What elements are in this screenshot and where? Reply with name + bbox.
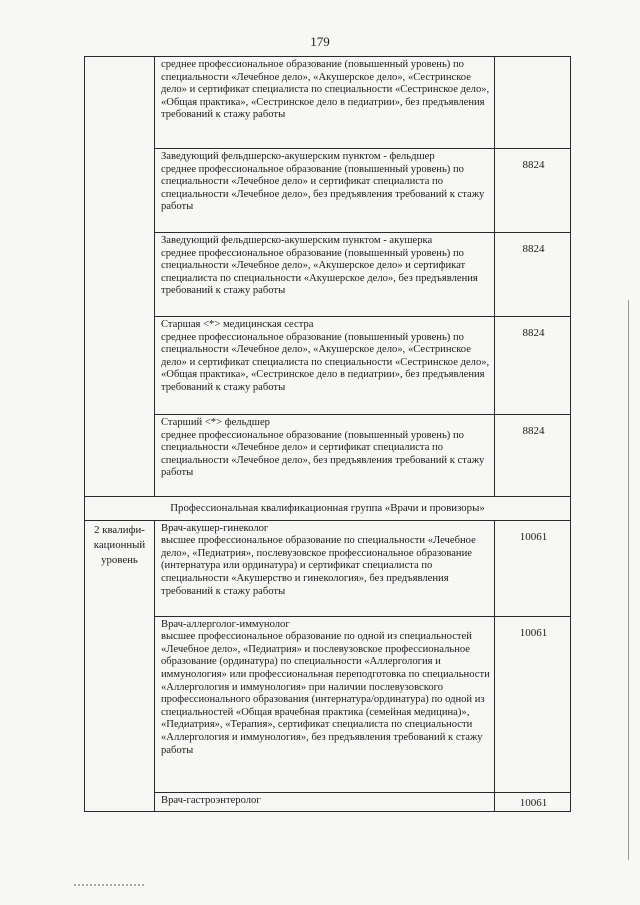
- salary-cell: 8824: [495, 317, 571, 415]
- salary-cell: 8824: [495, 233, 571, 317]
- table-row: [85, 415, 571, 497]
- salary-cell: [495, 57, 571, 149]
- qualification-level: [85, 520, 155, 812]
- position-title: Заведующий фельдшерско-акушерским пунктом - фельдшер: [161, 151, 435, 162]
- position-requirements: среднее профессиональное образование (повышенный уровень) по специальности «Лечебное дело» и сертификат специалиста по специальности «Лечебное дело», без предъявления требований к стажу работы: [161, 163, 485, 213]
- salary-cell: 8824: [495, 149, 571, 233]
- qualification-table: [84, 56, 571, 812]
- position-title: Врач-гастроэнтеролог: [161, 794, 261, 806]
- position-requirements: высшее профессиональное образование по одной из специальностей «Лечебное дело», «Педиатрия» и послевузовское профессиональное образование (ординатура) по специальности «Аллергология и иммунология» или профессиональная переподготовка по специальности «Аллергология и иммунология» при наличии послевузовского профессионального образования (интернатура/ординатура) по одной из специальностей «Общая врачебная практика (семейная медицина)», «Педиатрия», «Терапия», сертификат специалиста по специальности «Аллергология и иммунология», без предъявления требований к стажу работы: [161, 631, 490, 756]
- page-number: 179: [310, 34, 330, 49]
- position-title: Старший <*> фельдшер: [161, 417, 270, 428]
- salary-cell: 10061: [495, 520, 571, 616]
- table-row: [85, 233, 571, 317]
- footer-scan-mark: [74, 884, 144, 886]
- position-requirements: среднее профессиональное образование (повышенный уровень) по специальности «Лечебное дело», «Акушерское дело», «Сестринское дело» и сертификат специалиста по специальности «Сестринское дело», «Общая практика», «Сестринское дело в педиатрии», без предъявления требований к стажу работы: [161, 331, 490, 393]
- salary-cell: 10061: [495, 616, 571, 792]
- position-cell: [155, 520, 495, 616]
- position-title: Заведующий фельдшерско-акушерским пунктом - акушерка: [161, 235, 433, 246]
- table-row: [85, 317, 571, 415]
- salary-cell: 10061: [495, 792, 571, 812]
- table-row: [85, 149, 571, 233]
- position-title: Врач-акушер-гинеколог: [161, 522, 269, 534]
- level-cell: [85, 57, 155, 497]
- position-cell: [155, 233, 495, 317]
- table-row: [85, 792, 571, 812]
- scan-margin-line: [628, 300, 629, 860]
- position-cell: [155, 149, 495, 233]
- position-cell: [155, 317, 495, 415]
- salary-cell: 8824: [495, 415, 571, 497]
- position-requirements: высшее профессиональное образование по специальности «Лечебное дело», «Педиатрия», послевузовское профессиональное образование (интернатура или ординатура) и сертификат специалиста по специальности «Акушерство и гинекология», без предъявления требований к стажу работы: [161, 535, 476, 597]
- table-row: [85, 57, 571, 149]
- group-header-row: [85, 497, 571, 521]
- group-header: Профессиональная квалификационная группа «Врачи и провизоры»: [85, 497, 571, 521]
- position-requirements: среднее профессиональное образование (повышенный уровень) по специальности «Лечебное дело» и сертификат специалиста по специальности «Лечебное дело», без предъявления требований к стажу работы: [161, 429, 485, 479]
- table-row: [85, 520, 571, 616]
- level-label: 2 квалифи- кационный уровень: [93, 523, 146, 566]
- position-title: Врач-аллерголог-иммунолог: [161, 618, 290, 630]
- position-cell: [155, 415, 495, 497]
- position-requirements: среднее профессиональное образование (повышенный уровень) по специальности «Лечебное дело», «Акушерское дело» и сертификат специалиста по специальности «Акушерское дело», без предъявления требований к стажу работы: [161, 247, 478, 297]
- position-cell: [155, 616, 495, 792]
- position-title: Старшая <*> медицинская сестра: [161, 319, 314, 330]
- position-cell: [155, 792, 495, 812]
- position-cell: [155, 57, 495, 149]
- table-row: [85, 616, 571, 792]
- position-requirements: среднее профессиональное образование (повышенный уровень) по специальности «Лечебное дело», «Акушерское дело», «Сестринское дело» и сертификат специалиста по специальности «Сестринское дело», «Общая практика», «Сестринское дело в педиатрии», без предъявления требований к стажу работы: [161, 59, 490, 121]
